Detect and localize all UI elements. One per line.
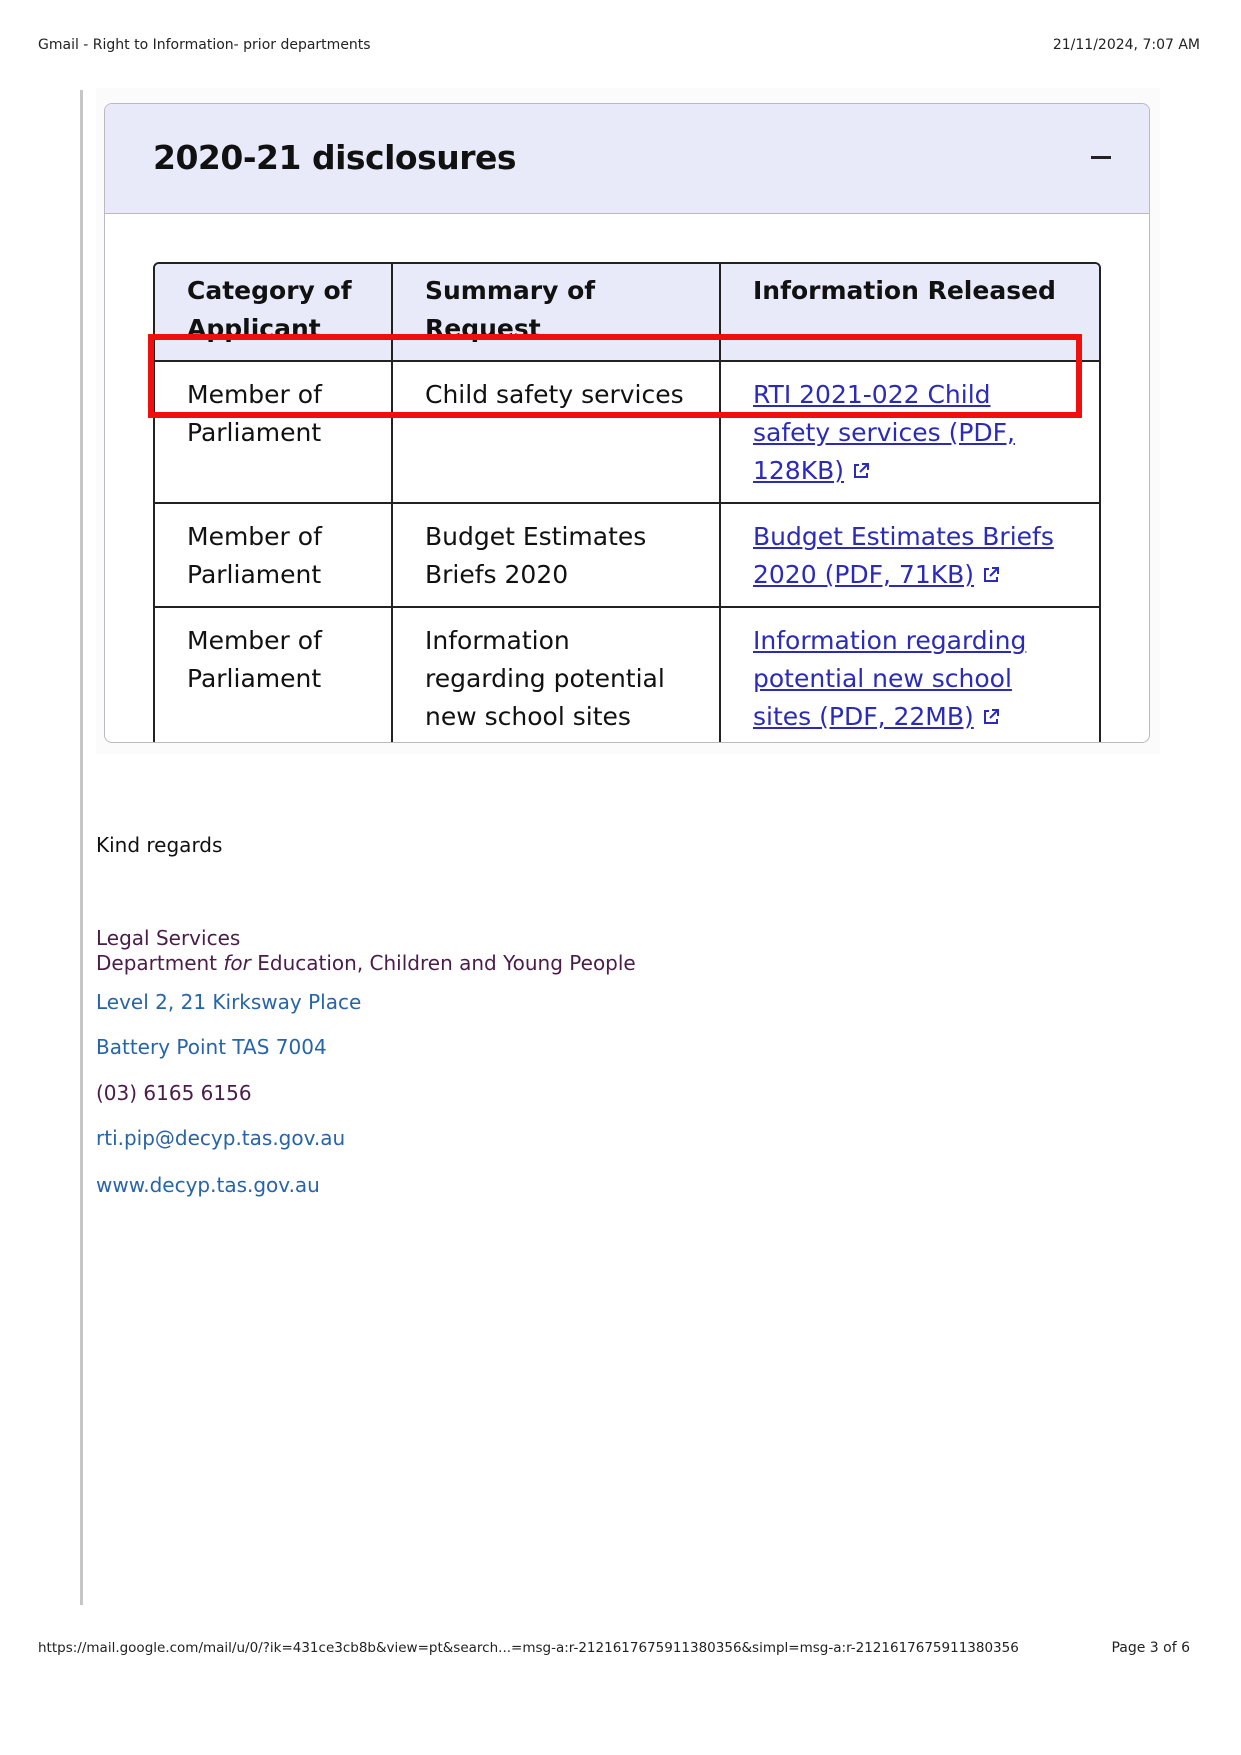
accordion-header[interactable] [105, 104, 1149, 214]
cell-summary: Budget Estimates Briefs 2020 [391, 502, 719, 606]
table-row [155, 606, 1099, 743]
signature-department: Department for Education, Children and Young People [96, 951, 636, 975]
table-row [155, 502, 1099, 606]
table-row [155, 360, 1099, 502]
column-header-released: Information Released [719, 264, 1099, 360]
budget-briefs-link[interactable]: Budget Estimates Briefs 2020 (PDF, 71KB) [753, 522, 1054, 589]
table-header-row [155, 264, 1099, 360]
collapse-icon[interactable] [1091, 156, 1111, 159]
external-link-icon [982, 566, 1000, 584]
external-link-icon [982, 708, 1000, 726]
signature-email [96, 1126, 345, 1150]
print-footer-url: https://mail.google.com/mail/u/0/?ik=431ce3cb8b&view=pt&search...=msg-a:r-2121617675911380356&simpl=msg-a:r-2121617675911380356 [38, 1640, 1019, 1656]
cell-category: Member of Parliament [155, 502, 391, 606]
column-header-summary: Summary of Request [391, 264, 719, 360]
quote-bar [80, 90, 83, 1605]
cell-released [719, 360, 1099, 502]
external-link-icon [852, 462, 870, 480]
school-sites-link[interactable]: Information regarding potential new school sites (PDF, 22MB) [753, 626, 1027, 731]
signature-phone: (03) 6165 6156 [96, 1081, 252, 1105]
print-footer-page: Page 3 of 6 [1111, 1640, 1190, 1656]
cell-category: Member of Parliament [155, 606, 391, 743]
signature-website [96, 1173, 320, 1197]
cell-summary: Information regarding potential new school sites [391, 606, 719, 743]
signature-unit: Legal Services [96, 926, 241, 950]
email-link[interactable]: rti.pip@decyp.tas.gov.au [96, 1126, 346, 1150]
column-header-category: Category of Applicant [155, 264, 391, 360]
closing-text: Kind regards [96, 833, 223, 857]
embedded-screenshot [96, 88, 1160, 754]
website-link[interactable]: www.decyp.tas.gov.au [96, 1173, 320, 1197]
print-header-title: Gmail - Right to Information- prior departments [38, 37, 371, 53]
disclosures-accordion [104, 103, 1150, 743]
signature-address-line-2: Battery Point TAS 7004 [96, 1035, 327, 1059]
rti-document-link[interactable]: RTI 2021-022 Child safety services (PDF, 128KB) [753, 380, 1015, 485]
cell-summary: Child safety services [391, 360, 719, 502]
cell-released [719, 502, 1099, 606]
print-header-datetime: 21/11/2024, 7:07 AM [1052, 37, 1200, 53]
cell-category: Member of Parliament [155, 360, 391, 502]
disclosures-table [153, 262, 1101, 743]
accordion-title: 2020-21 disclosures [153, 138, 517, 177]
cell-released [719, 606, 1099, 743]
signature-address-line-1: Level 2, 21 Kirksway Place [96, 990, 362, 1014]
